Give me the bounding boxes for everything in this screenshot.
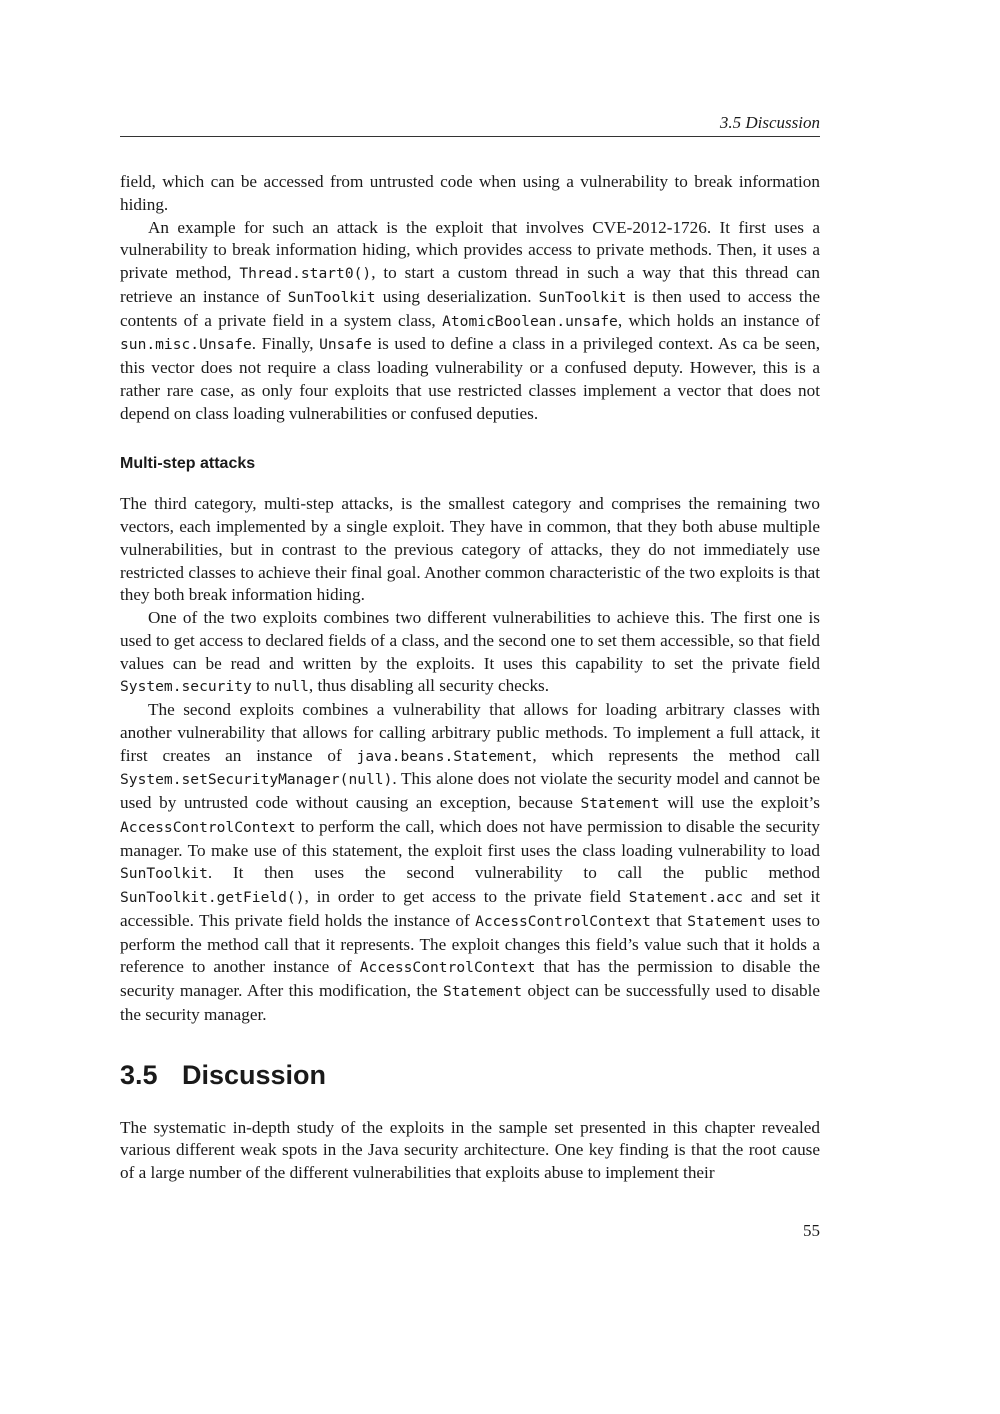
code-inline: SunToolkit bbox=[120, 865, 208, 883]
code-inline: Unsafe bbox=[319, 336, 372, 354]
section-title: Discussion bbox=[182, 1059, 327, 1090]
text: The second exploits combines a vulnerability that allows for loading arbitrary classes with another vulnerability that allows for calling arbitrary public methods. To implement a full attack, it first creates an instance of bbox=[120, 700, 820, 765]
text: . This alone does not violate the security model and cannot be used by untrusted code without causing an exception, because bbox=[120, 769, 820, 812]
code-inline: AccessControlContext bbox=[475, 912, 651, 930]
text: field, which can be accessed from untrusted code when using a vulnerability to break information hiding. bbox=[120, 172, 820, 214]
text: , in order to get access to the private field bbox=[304, 887, 629, 906]
code-inline: AccessControlContext bbox=[120, 818, 296, 836]
code-inline: Statement.acc bbox=[628, 889, 743, 906]
code-inline: Thread.start0() bbox=[239, 265, 372, 282]
page-content bbox=[120, 171, 820, 1185]
text: to bbox=[251, 676, 274, 696]
subsection-heading: Multi-step attacks bbox=[120, 455, 256, 473]
paragraph-continued bbox=[120, 171, 820, 217]
code-inline: Statement bbox=[443, 983, 523, 1000]
text: object can be successfully used to disable the security manager. bbox=[120, 981, 820, 1024]
section-heading bbox=[120, 1059, 820, 1091]
text: to perform the call, which does not have permission to disable the security manager. To make use of this statement, the exploit first uses the class loading vulnerability to load bbox=[120, 816, 820, 860]
code-inline: SunToolkit.getField() bbox=[120, 889, 305, 906]
paragraph-second-exploit bbox=[120, 699, 820, 1027]
code-inline: SunToolkit bbox=[538, 288, 627, 306]
text: The systematic in-depth study of the exploits in the sample set presented in this chapter revealed various different weak spots in the Java security architecture. One key finding is that the root cause of a large number of the different vulnerabilities that exploits abuse to implement their bbox=[120, 1117, 820, 1182]
code-inline: sun.misc.Unsafe bbox=[120, 336, 252, 354]
text: and set it accessible. This private field holds the instance of bbox=[120, 887, 820, 930]
text: that bbox=[650, 910, 688, 930]
text: is used to define a class in a privileged context. As ca be seen, this vector does not require a class loading vulnerability or a confused deputy. However, this is a rather rare case, as only four exploits that use restricted classes implement a vector that does not depend on class loading vulnerabilities or confused deputies. bbox=[120, 334, 820, 423]
text: using deserialization. bbox=[375, 286, 539, 306]
code-inline: SunToolkit bbox=[287, 288, 376, 306]
code-inline: AccessControlContext bbox=[359, 959, 536, 977]
header-rule bbox=[120, 136, 820, 137]
code-inline: System.setSecurityManager(null) bbox=[120, 771, 393, 789]
text: that has the permission to disable the security manager. After this modification, the bbox=[120, 957, 820, 1000]
text: . Finally, bbox=[251, 334, 320, 354]
text: will use the exploit’s bbox=[659, 793, 820, 812]
paragraph-cve-example bbox=[120, 217, 820, 426]
code-inline: Statement bbox=[580, 795, 660, 812]
text: , to start a custom thread in such a way that this thread can retrieve an instance of bbox=[120, 263, 820, 306]
text: The third category, multi-step attacks, is the smallest category and comprises the remaining two vectors, each implemented by a single exploit. They have in common, that they both abuse multiple vulnerabilities, but in contrast to the previous category of attacks, they do not immediately use restricted classes to achieve their final goal. Another common characteristic of the two exploits is that they both break information hiding. bbox=[120, 494, 820, 605]
paragraph-discussion bbox=[120, 1117, 820, 1185]
running-header: 3.5 Discussion bbox=[719, 113, 820, 132]
text: uses to perform the method call that it represents. The exploit changes this field’s value such that it holds a reference to another instance of bbox=[120, 910, 821, 977]
code-inline: Statement bbox=[687, 912, 767, 930]
paragraph-first-exploit bbox=[120, 607, 820, 699]
text: , thus disabling all security checks. bbox=[308, 676, 550, 696]
page-number: 55 bbox=[803, 1221, 820, 1240]
text: is then used to access the contents of a private field in a system class, bbox=[120, 286, 820, 330]
text: , which holds an instance of bbox=[617, 310, 821, 330]
section-number: 3.5 bbox=[120, 1059, 158, 1090]
text: , which represents the method call bbox=[532, 745, 820, 765]
paragraph-third-category bbox=[120, 493, 820, 607]
code-inline: null bbox=[273, 678, 309, 696]
text: One of the two exploits combines two different vulnerabilities to achieve this. The first one is used to get access to declared fields of a class, and the second one to set them accessible, so that field values can be read and written by the exploits. It uses this capability to set the private field bbox=[120, 608, 820, 673]
code-inline: AtomicBoolean.unsafe bbox=[442, 312, 618, 330]
code-inline: java.beans.Statement bbox=[356, 747, 533, 765]
code-inline: System.security bbox=[120, 678, 252, 696]
text: An example for such an attack is the exploit that involves CVE-2012-1726. It first uses a vulnerability to break information hiding, which provides access to private methods. Then, it uses a private method, bbox=[120, 217, 820, 282]
text: . It then uses the second vulnerability to call the public method bbox=[207, 863, 820, 883]
